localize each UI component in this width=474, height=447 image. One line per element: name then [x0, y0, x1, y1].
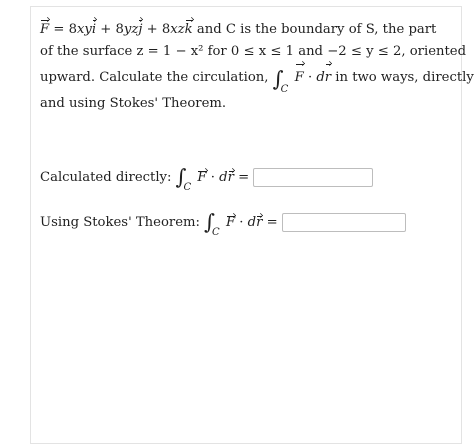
answer-input-direct[interactable]: [253, 168, 373, 187]
answer-input-stokes[interactable]: [282, 213, 406, 232]
question-panel: [30, 6, 474, 444]
line-integral-symbol: ∫ C: [175, 165, 192, 193]
answer-row-direct: [40, 165, 373, 193]
problem-line-4: and using Stokes' Theorem.: [40, 96, 227, 111]
answer-row-stokes: [40, 210, 406, 238]
problem-line-2: of the surface z = 1 − x² for 0 ≤ x ≤ 1 and −2 ≤ y ≤ 2, oriented: [40, 44, 467, 59]
integrand-stokes: F · dr =: [225, 215, 278, 230]
field-formula: F = 8xyi + 8yzj + 8xzk: [40, 22, 193, 37]
problem-line-3: upward. Calculate the circulation, ∫ C F · dr in two ways, directly: [40, 63, 452, 93]
answer-label-direct: Calculated directly:: [40, 170, 172, 185]
line-integral-symbol: ∫ C: [203, 210, 220, 238]
problem-line-3-before: upward. Calculate the circulation,: [40, 70, 269, 85]
problem-line-1: [40, 19, 452, 41]
problem-line-3-after: in two ways, directly: [335, 70, 474, 85]
problem-line-1-text: and C is the boundary of S, the part: [196, 22, 437, 37]
answer-label-stokes: Using Stokes' Theorem:: [40, 215, 200, 230]
line-integral-symbol: ∫ C: [272, 67, 289, 95]
problem-statement: [40, 19, 474, 115]
integrand-direct: F · dr =: [197, 170, 250, 185]
